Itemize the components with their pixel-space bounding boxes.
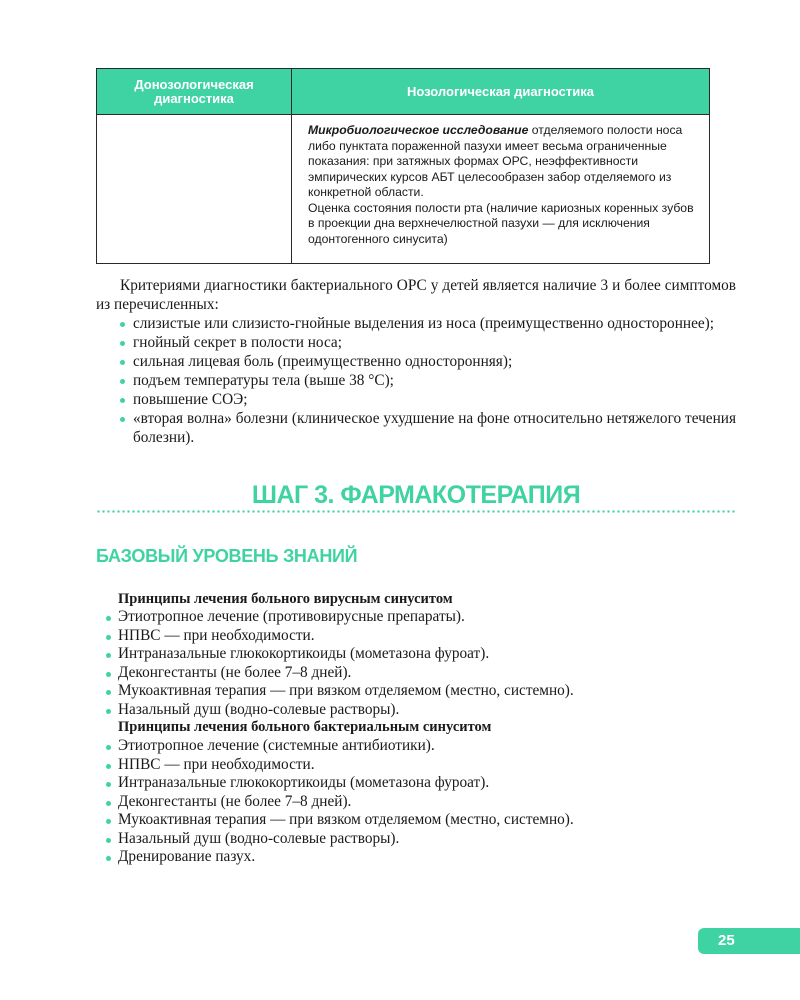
list-item: Назальный душ (водно-солевые растворы). <box>104 701 736 720</box>
list-item: подъем температуры тела (выше 38 °С); <box>118 371 736 390</box>
bacterial-heading: Принципы лечения больного бактериальным синуситом <box>118 719 492 735</box>
step-title: ШАГ 3. ФАРМАКОТЕРАПИЯ <box>251 481 581 509</box>
diagnostics-table <box>96 68 710 264</box>
list-item: повышение СОЭ; <box>118 390 736 409</box>
criteria-intro <box>96 276 736 314</box>
cell-paragraph-1 <box>308 123 697 201</box>
list-item: НПВС — при необходимости. <box>104 756 736 775</box>
list-item: Интраназальные глюкокортикоиды (мометазона фуроат). <box>104 645 736 664</box>
list-item: Деконгестанты (не более 7–8 дней). <box>104 664 736 683</box>
cell-lead: Микробиологическое исследование <box>308 123 529 137</box>
list-item: Дренирование пазух. <box>104 848 736 867</box>
table-header-prenosological: Донозологическая диагностика <box>97 69 292 115</box>
criteria-intro-text: Критериями диагностики бактериального ОРС у детей является наличие 3 и более симптомов из перечисленных: <box>96 277 736 313</box>
table-header-nosological: Нозологическая диагностика <box>292 69 709 115</box>
criteria-list <box>118 314 736 447</box>
bacterial-list <box>104 737 736 867</box>
page-number: 25 <box>698 928 800 954</box>
list-item: Деконгестанты (не более 7–8 дней). <box>104 793 736 812</box>
viral-list <box>104 608 736 719</box>
list-item: слизистые или слизисто-гнойные выделения из носа (преимущественно одностороннее); <box>118 314 736 333</box>
list-item: гнойный секрет в полости носа; <box>118 333 736 352</box>
list-item: «вторая волна» болезни (клиническое ухудшение на фоне относительно нетяжелого течения болезни). <box>118 409 736 447</box>
viral-heading: Принципы лечения больного вирусным синуситом <box>118 591 453 607</box>
list-item: НПВС — при необходимости. <box>104 627 736 646</box>
list-item: Мукоактивная терапия — при вязком отделяемом (местно, системно). <box>104 682 736 701</box>
table-cell-empty <box>97 115 292 263</box>
list-item: Назальный душ (водно-солевые растворы). <box>104 830 736 849</box>
dotted-divider <box>96 510 736 513</box>
table-cell-nosological <box>292 115 709 263</box>
list-item: Интраназальные глюкокортикоиды (мометазона фуроат). <box>104 774 736 793</box>
list-item: Этиотропное лечение (системные антибиотики). <box>104 737 736 756</box>
cell-text-second: Оценка состояния полости рта (наличие кариозных коренных зубов в проекции дна верхнечелюстной пазухи — для исключения одонтогенного синусита) <box>308 200 694 246</box>
list-item: Этиотропное лечение (противовирусные препараты). <box>104 608 736 627</box>
list-item: сильная лицевая боль (преимущественно односторонняя); <box>118 352 736 371</box>
cell-text-first: отделяемого полости носа либо пунктата пораженной пазухи имеет весьма ограниченные показания: при затяжных формах ОРС, неэффективности эмпирических курсов АБТ целесообразен забор отделяемого из конкретной области. <box>308 123 683 199</box>
list-item: Мукоактивная терапия — при вязком отделяемом (местно, системно). <box>104 811 736 830</box>
section-title: БАЗОВЫЙ УРОВЕНЬ ЗНАНИЙ <box>96 546 358 566</box>
